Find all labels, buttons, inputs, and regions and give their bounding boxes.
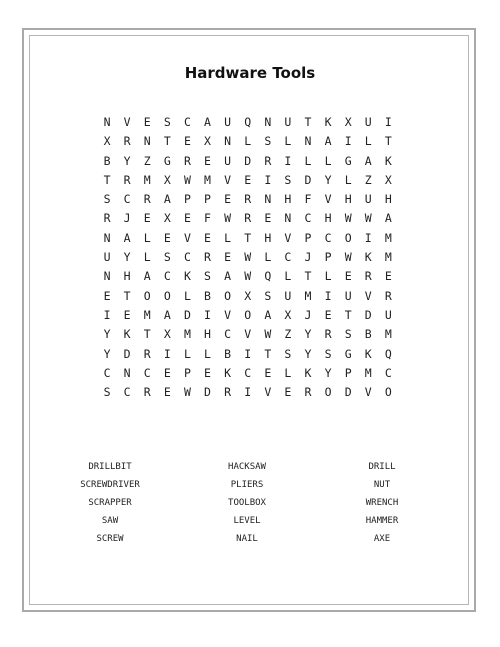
grid-letter: M (384, 230, 392, 245)
grid-letter: I (284, 153, 292, 168)
grid-letter: M (143, 172, 151, 187)
word-item: LEVEL (233, 516, 261, 526)
grid-letter: V (284, 230, 292, 245)
grid-letter: Q (384, 346, 392, 361)
grid-letter: P (183, 192, 191, 207)
grid-letter: E (324, 307, 332, 322)
word-item: HACKSAW (228, 462, 266, 472)
grid-letter: R (143, 385, 151, 400)
grid-letter: S (264, 134, 272, 149)
grid-letter: S (264, 288, 272, 303)
grid-letter: G (163, 153, 171, 168)
grid-letter: E (103, 288, 111, 303)
grid-letter: K (364, 346, 372, 361)
grid-letter: L (284, 134, 292, 149)
grid-letter: T (163, 134, 171, 149)
grid-letter: H (264, 230, 272, 245)
grid-letter: U (364, 115, 372, 129)
grid-letter: C (123, 385, 131, 400)
grid-letter: N (264, 115, 272, 129)
word-item: TOOLBOX (228, 498, 266, 508)
grid-letter: P (183, 365, 191, 380)
word-item: SCREWDRIVER (80, 480, 140, 490)
grid-letter: N (103, 115, 111, 129)
grid-letter: L (224, 230, 232, 245)
grid-letter: K (224, 365, 232, 380)
grid-letter: P (344, 365, 352, 380)
word-item: SCRAPPER (88, 498, 132, 508)
grid-letter: G (344, 153, 352, 168)
grid-letter: D (364, 307, 372, 322)
grid-letter: R (364, 269, 372, 284)
grid-letter: E (163, 365, 171, 380)
grid-letter: V (324, 192, 332, 207)
grid-letter: S (284, 172, 292, 187)
grid-letter: F (304, 192, 312, 207)
grid-letter: Y (324, 365, 332, 380)
grid-letter: X (284, 307, 292, 322)
grid-letter: U (344, 288, 352, 303)
grid-letter: H (384, 192, 392, 207)
grid-letter: Y (304, 327, 312, 342)
grid-letter: K (384, 153, 392, 168)
grid-letter: K (324, 115, 332, 129)
grid-letter: A (224, 269, 232, 284)
grid-letter: K (364, 250, 372, 265)
grid-letter: E (163, 230, 171, 245)
grid-letter: E (204, 153, 211, 168)
grid-letter: S (324, 346, 332, 361)
grid-letter: X (163, 172, 171, 187)
grid-letter: O (244, 307, 252, 322)
grid-letter: E (183, 211, 191, 226)
grid-letter: O (324, 385, 332, 400)
grid-letter: C (123, 192, 131, 207)
grid-letter: T (384, 134, 392, 149)
grid-letter: L (324, 269, 332, 284)
grid-letter: K (123, 327, 131, 342)
grid-letter: N (123, 365, 131, 380)
grid-letter: R (204, 250, 211, 265)
grid-letter: E (204, 230, 211, 245)
grid-letter: C (103, 365, 111, 380)
grid-letter: W (224, 211, 232, 226)
word-item: PLIERS (230, 480, 264, 490)
grid-letter: S (163, 250, 171, 265)
grid-letter: A (163, 307, 171, 322)
grid-letter: N (143, 134, 151, 149)
grid-letter: L (344, 172, 352, 187)
grid-letter: S (103, 385, 111, 400)
grid-row (97, 383, 398, 402)
grid-letter: M (384, 327, 392, 342)
grid-letter: L (364, 134, 372, 149)
word-list-row (60, 497, 440, 515)
grid-letter: R (183, 153, 191, 168)
grid-letter: W (344, 250, 352, 265)
puzzle-title: Hardware Tools (184, 64, 316, 82)
grid-letter: A (143, 269, 151, 284)
grid-letter: E (264, 211, 272, 226)
word-list (60, 461, 440, 551)
grid-letter: L (284, 365, 292, 380)
grid-letter: I (163, 346, 171, 361)
grid-letter: C (183, 115, 191, 129)
grid-letter: R (384, 288, 392, 303)
grid-letter: F (204, 211, 211, 226)
grid-letter: N (224, 134, 232, 149)
grid-letter: M (304, 288, 312, 303)
word-list-row (60, 515, 440, 533)
grid-letter: N (264, 192, 272, 207)
grid-letter: U (284, 115, 292, 129)
grid-letter: H (284, 192, 292, 207)
grid-letter: M (183, 327, 191, 342)
grid-letter: E (224, 192, 232, 207)
letter-grid (97, 113, 398, 402)
grid-letter: E (183, 134, 191, 149)
grid-letter: H (324, 211, 332, 226)
grid-letter: V (183, 230, 191, 245)
grid-letter: R (123, 134, 131, 149)
grid-letter: N (103, 269, 111, 284)
grid-letter: E (284, 385, 292, 400)
grid-letter: T (304, 115, 312, 129)
grid-letter: K (304, 365, 312, 380)
grid-letter: R (224, 385, 232, 400)
grid-letter: B (364, 327, 372, 342)
grid-letter: S (344, 327, 352, 342)
grid-letter: E (163, 385, 171, 400)
grid-letter: A (264, 307, 272, 322)
grid-row (97, 306, 398, 325)
word-item: DRILL (368, 462, 396, 472)
grid-letter: O (344, 230, 352, 245)
grid-letter: O (224, 288, 232, 303)
grid-letter: V (244, 327, 252, 342)
grid-letter: Y (123, 153, 131, 168)
grid-letter: I (264, 172, 272, 187)
grid-row (97, 209, 398, 228)
grid-letter: I (103, 307, 111, 322)
grid-letter: E (204, 365, 211, 380)
grid-letter: E (344, 269, 352, 284)
grid-letter: Z (143, 153, 151, 168)
grid-letter: C (284, 250, 292, 265)
grid-letter: I (244, 385, 252, 400)
grid-row (97, 267, 398, 286)
grid-letter: S (284, 346, 292, 361)
grid-letter: A (364, 153, 372, 168)
grid-letter: T (244, 230, 252, 245)
grid-letter: E (123, 307, 131, 322)
grid-letter: I (324, 288, 332, 303)
grid-row (97, 152, 398, 171)
word-item: NUT (373, 480, 391, 490)
grid-letter: Q (264, 269, 272, 284)
grid-letter: W (264, 327, 272, 342)
grid-letter: D (183, 307, 191, 322)
grid-letter: R (324, 327, 332, 342)
grid-letter: J (304, 307, 312, 322)
word-item: WRENCH (365, 498, 399, 508)
grid-row (97, 132, 398, 151)
grid-letter: I (204, 307, 211, 322)
grid-letter: S (103, 192, 111, 207)
grid-letter: V (264, 385, 272, 400)
grid-letter: J (304, 250, 312, 265)
grid-letter: T (143, 327, 151, 342)
grid-letter: J (123, 211, 131, 226)
grid-letter: P (324, 250, 332, 265)
grid-letter: M (384, 250, 392, 265)
grid-letter: W (364, 211, 372, 226)
grid-letter: L (183, 346, 191, 361)
grid-letter: R (123, 172, 131, 187)
grid-letter: X (244, 288, 252, 303)
grid-letter: W (344, 211, 352, 226)
grid-letter: C (384, 365, 392, 380)
grid-letter: L (304, 153, 312, 168)
grid-letter: Y (103, 327, 111, 342)
grid-letter: M (204, 172, 211, 187)
grid-letter: V (364, 385, 372, 400)
grid-letter: H (204, 327, 211, 342)
grid-letter: D (344, 385, 352, 400)
grid-letter: R (103, 211, 111, 226)
word-item: HAMMER (365, 516, 399, 526)
grid-letter: O (384, 385, 392, 400)
grid-letter: T (344, 307, 352, 322)
grid-letter: N (304, 134, 312, 149)
grid-letter: S (163, 115, 171, 129)
grid-letter: Q (244, 115, 252, 129)
grid-letter: N (284, 211, 292, 226)
grid-letter: O (143, 288, 151, 303)
grid-letter: X (384, 172, 392, 187)
grid-row (97, 229, 398, 248)
grid-letter: X (163, 327, 171, 342)
grid-letter: R (264, 153, 272, 168)
word-item: SCREW (96, 534, 124, 544)
grid-letter: T (304, 269, 312, 284)
grid-letter: V (364, 288, 372, 303)
grid-letter: X (204, 134, 211, 149)
grid-letter: Z (284, 327, 292, 342)
grid-row (97, 325, 398, 344)
grid-letter: X (103, 134, 111, 149)
grid-letter: U (364, 192, 372, 207)
grid-letter: R (143, 192, 151, 207)
grid-letter: W (244, 269, 252, 284)
grid-letter: A (324, 134, 332, 149)
grid-letter: E (384, 269, 392, 284)
grid-letter: L (183, 288, 191, 303)
grid-letter: A (384, 211, 392, 226)
grid-letter: W (183, 172, 191, 187)
grid-letter: I (384, 115, 392, 129)
grid-letter: N (103, 230, 111, 245)
grid-letter: E (264, 365, 272, 380)
word-item: SAW (101, 516, 119, 526)
grid-letter: M (364, 365, 372, 380)
grid-letter: I (364, 230, 372, 245)
grid-letter: W (183, 385, 191, 400)
grid-letter: D (304, 172, 312, 187)
grid-letter: G (344, 346, 352, 361)
grid-letter: Y (324, 172, 332, 187)
grid-letter: L (204, 346, 211, 361)
grid-letter: A (163, 192, 171, 207)
grid-letter: L (244, 134, 252, 149)
grid-letter: L (264, 250, 272, 265)
grid-letter: E (143, 115, 151, 129)
word-list-row (60, 461, 440, 479)
grid-letter: X (344, 115, 352, 129)
grid-letter: M (143, 307, 151, 322)
grid-letter: Y (103, 346, 111, 361)
word-item: AXE (373, 534, 391, 544)
grid-row (97, 364, 398, 383)
grid-letter: T (103, 172, 111, 187)
grid-letter: R (244, 211, 252, 226)
grid-letter: Z (364, 172, 372, 187)
grid-letter: W (244, 250, 252, 265)
grid-letter: H (123, 269, 131, 284)
grid-letter: H (344, 192, 352, 207)
grid-letter: U (103, 250, 111, 265)
grid-letter: P (304, 230, 312, 245)
grid-letter: D (204, 385, 211, 400)
grid-letter: U (284, 288, 292, 303)
grid-letter: A (204, 115, 211, 129)
grid-letter: S (204, 269, 211, 284)
grid-letter: C (244, 365, 252, 380)
grid-row (97, 171, 398, 190)
grid-letter: B (224, 346, 232, 361)
grid-letter: A (123, 230, 131, 245)
grid-letter: L (143, 250, 151, 265)
grid-letter: R (143, 346, 151, 361)
grid-letter: C (143, 365, 151, 380)
grid-letter: I (344, 134, 352, 149)
grid-row (97, 345, 398, 364)
grid-letter: O (163, 288, 171, 303)
grid-letter: T (264, 346, 272, 361)
grid-letter: E (244, 172, 252, 187)
word-list-row (60, 533, 440, 551)
grid-letter: R (244, 192, 252, 207)
grid-letter: P (204, 192, 211, 207)
grid-letter: C (324, 230, 332, 245)
grid-letter: D (123, 346, 131, 361)
grid-letter: U (224, 115, 232, 129)
grid-letter: Y (304, 346, 312, 361)
word-item: DRILLBIT (88, 462, 132, 472)
grid-letter: V (123, 115, 131, 129)
grid-letter: R (304, 385, 312, 400)
grid-letter: V (224, 172, 232, 187)
grid-letter: C (183, 250, 191, 265)
word-item: NAIL (236, 534, 258, 544)
grid-row (97, 190, 398, 209)
grid-letter: B (204, 288, 211, 303)
grid-letter: L (143, 230, 151, 245)
grid-letter: E (224, 250, 232, 265)
grid-row (97, 287, 398, 306)
grid-letter: T (123, 288, 131, 303)
grid-letter: D (244, 153, 252, 168)
grid-letter: L (284, 269, 292, 284)
grid-row (97, 248, 398, 267)
grid-letter: K (183, 269, 191, 284)
grid-letter: L (324, 153, 332, 168)
grid-letter: C (304, 211, 312, 226)
grid-letter: E (143, 211, 151, 226)
grid-letter: C (224, 327, 232, 342)
grid-letter: U (224, 153, 232, 168)
word-list-row (60, 479, 440, 497)
grid-letter: C (163, 269, 171, 284)
grid-letter: B (103, 153, 111, 168)
grid-letter: V (224, 307, 232, 322)
grid-letter: Y (123, 250, 131, 265)
grid-letter: U (384, 307, 392, 322)
grid-row (97, 113, 398, 132)
grid-letter: X (163, 211, 171, 226)
grid-letter: I (244, 346, 252, 361)
